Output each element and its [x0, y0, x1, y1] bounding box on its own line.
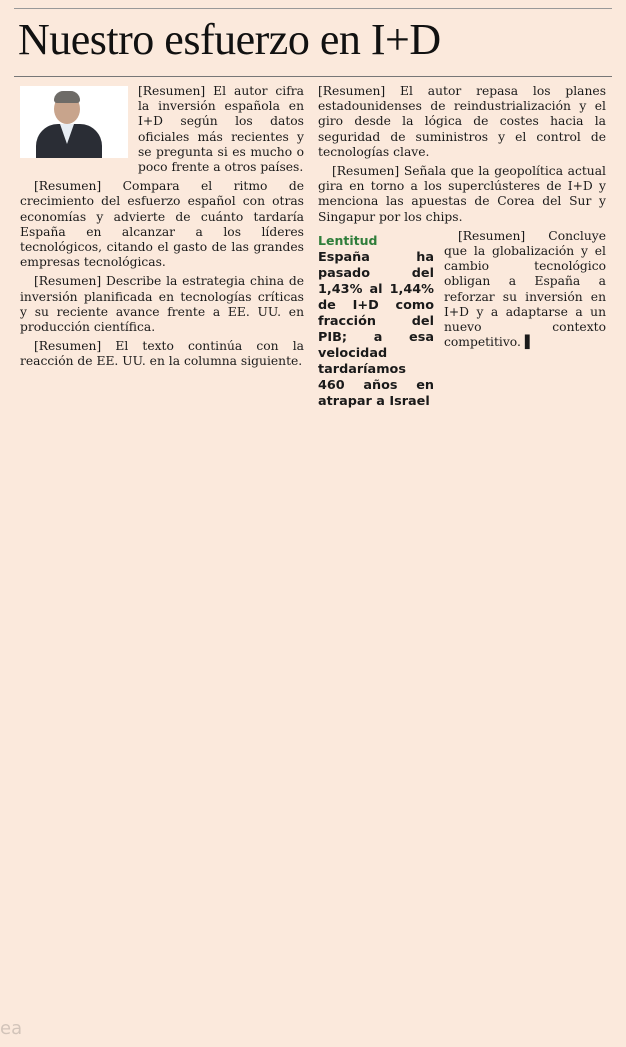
body-paragraph: [Resumen] El autor repasa los planes estadounidenses de reindustrialización y el giro desde la lógica de costes hacia la seguridad de suministros y el control de tecnologías clave.: [318, 84, 606, 159]
body-paragraph: [Resumen] Describe la estrategia china de inversión planificada en tecnologías críticas y su reciente avance frente a EE. UU. en producción científica.: [20, 274, 304, 335]
pull-quote-text: España ha pasado del 1,43% al 1,44% de I+D como fracción del PIB; a esa velocidad tardaríamos 460 años en atrapar a Israel: [318, 250, 434, 410]
pull-quote-kicker: Lentitud: [318, 232, 378, 248]
body-paragraph: [Resumen] El autor cifra la inversión española en I+D según los datos oficiales más recientes y se pregunta si es mucho o poco frente a otros países.: [138, 84, 304, 175]
body-paragraph: [Resumen] Señala que la geopolítica actual gira en torno a los superclústeres de I+D y menciona las apuestas de Corea del Sur y Singapur por los chips.: [318, 164, 606, 224]
body-paragraph: [Resumen] Concluye que la globalización y el cambio tecnológico obligan a España a reforzar su inversión en I+D y a adaptarse a un nuevo contexto competitivo. ▌: [444, 228, 606, 350]
watermark: ea: [0, 1018, 23, 1039]
pull-quote: [318, 233, 434, 410]
headline: Nuestro esfuerzo en I+D: [18, 15, 441, 64]
article-left-column: [20, 84, 304, 374]
body-paragraph: [Resumen] Compara el ritmo de crecimiento del esfuerzo español con otras economías y advierte de cuánto tardaría España en alcanzar a los líderes tecnológicos, citando el gasto de las grandes empresas tecnológicas.: [20, 179, 304, 270]
author-portrait: [20, 86, 128, 158]
article-right-column: [318, 84, 606, 416]
end-mark: ▌: [524, 335, 535, 350]
top-rule: [14, 8, 612, 9]
body-paragraph: [Resumen] El texto continúa con la reacción de EE. UU. en la columna siguiente.: [20, 339, 304, 369]
headline-rule: [14, 76, 612, 77]
